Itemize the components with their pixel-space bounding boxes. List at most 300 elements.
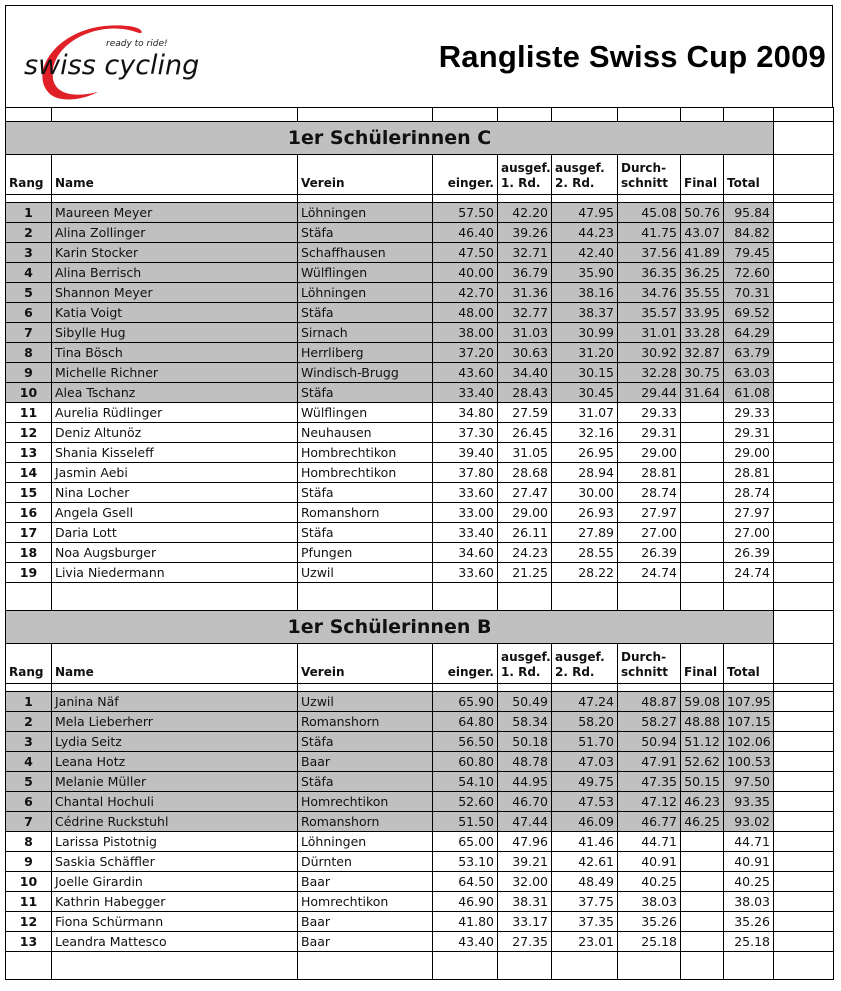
cell-final: 59.08 [681, 692, 724, 712]
cell-total: 35.26 [724, 912, 774, 932]
cell-final [681, 443, 724, 463]
cell-final [681, 503, 724, 523]
empty-cell [774, 155, 834, 195]
cell-name: Shania Kisseleff [52, 443, 298, 463]
cell-total: 107.95 [724, 692, 774, 712]
cell-rd1: 50.49 [498, 692, 552, 712]
cell-rd1: 31.36 [498, 283, 552, 303]
cell-rang: 6 [6, 792, 52, 812]
cell-rd2: 28.22 [552, 563, 618, 583]
empty-cell [52, 684, 298, 692]
ranking-table [5, 107, 834, 980]
cell-rd1: 26.45 [498, 423, 552, 443]
column-header-line2: 2. Rd. [555, 176, 595, 190]
table-row [6, 423, 834, 443]
empty-cell [774, 611, 834, 644]
cell-verein: Stäfa [298, 223, 433, 243]
cell-verein: Baar [298, 912, 433, 932]
cell-verein: Baar [298, 932, 433, 952]
cell-einger: 43.40 [433, 932, 498, 952]
cell-einger: 65.00 [433, 832, 498, 852]
cell-rang: 9 [6, 852, 52, 872]
cell-total: 102.06 [724, 732, 774, 752]
cell-verein: Baar [298, 872, 433, 892]
cell-name: Noa Augsburger [52, 543, 298, 563]
table-row [6, 932, 834, 952]
cell-avg: 25.18 [618, 932, 681, 952]
cell-rang: 8 [6, 832, 52, 852]
cell-rd2: 30.99 [552, 323, 618, 343]
cell-rang: 2 [6, 712, 52, 732]
column-header-final: Final [681, 155, 724, 195]
cell-rd2: 47.53 [552, 792, 618, 812]
cell-final: 33.28 [681, 323, 724, 343]
cell-einger: 47.50 [433, 243, 498, 263]
empty-cell [774, 523, 834, 543]
cell-avg: 35.57 [618, 303, 681, 323]
cell-final [681, 543, 724, 563]
empty-cell [724, 952, 774, 980]
cell-verein: Romanshorn [298, 812, 433, 832]
empty-cell [52, 195, 298, 203]
cell-final: 35.55 [681, 283, 724, 303]
cell-avg: 47.12 [618, 792, 681, 812]
cell-final [681, 403, 724, 423]
cell-rd1: 50.18 [498, 732, 552, 752]
column-header-line1: Durch- [621, 161, 667, 175]
table-row [6, 912, 834, 932]
column-header-line1: ausgef. [501, 161, 551, 175]
cell-total: 72.60 [724, 263, 774, 283]
table-row [6, 892, 834, 912]
column-header-row [6, 155, 834, 195]
cell-rd1: 24.23 [498, 543, 552, 563]
column-header-total: Total [724, 644, 774, 684]
table-row [6, 263, 834, 283]
table-row [6, 443, 834, 463]
empty-cell [774, 692, 834, 712]
cell-rang: 6 [6, 303, 52, 323]
empty-cell [774, 583, 834, 611]
column-header-verein: Verein [298, 155, 433, 195]
cell-final: 52.62 [681, 752, 724, 772]
cell-rd1: 36.79 [498, 263, 552, 283]
cell-avg: 32.28 [618, 363, 681, 383]
cell-rd1: 48.78 [498, 752, 552, 772]
cell-einger: 46.40 [433, 223, 498, 243]
cell-rd1: 33.17 [498, 912, 552, 932]
cell-final: 30.75 [681, 363, 724, 383]
cell-verein: Hombrechtikon [298, 463, 433, 483]
cell-rd1: 28.43 [498, 383, 552, 403]
column-header-line2: schnitt [621, 176, 668, 190]
cell-total: 93.02 [724, 812, 774, 832]
cell-verein: Romanshorn [298, 712, 433, 732]
table-row [6, 712, 834, 732]
table-row [6, 772, 834, 792]
cell-rd2: 31.07 [552, 403, 618, 423]
cell-total: 29.31 [724, 423, 774, 443]
table-row [6, 523, 834, 543]
cell-rang: 15 [6, 483, 52, 503]
section-title: 1er Schülerinnen C [6, 122, 774, 155]
table-row [6, 463, 834, 483]
cell-rd2: 38.37 [552, 303, 618, 323]
cell-rang: 17 [6, 523, 52, 543]
cell-final: 43.07 [681, 223, 724, 243]
empty-cell [774, 343, 834, 363]
results-sheet [5, 5, 833, 980]
cell-final [681, 423, 724, 443]
empty-cell [774, 952, 834, 980]
empty-cell [774, 243, 834, 263]
empty-cell [681, 583, 724, 611]
cell-einger: 56.50 [433, 732, 498, 752]
cell-total: 38.03 [724, 892, 774, 912]
cell-verein: Uzwil [298, 563, 433, 583]
empty-cell [681, 684, 724, 692]
cell-einger: 60.80 [433, 752, 498, 772]
cell-verein: Herrliberg [298, 343, 433, 363]
empty-cell [774, 932, 834, 952]
empty-cell [552, 108, 618, 122]
cell-total: 40.91 [724, 852, 774, 872]
cell-rd2: 47.24 [552, 692, 618, 712]
table-row [6, 792, 834, 812]
cell-name: Fiona Schürmann [52, 912, 298, 932]
empty-cell [52, 108, 298, 122]
empty-cell [724, 583, 774, 611]
empty-cell [6, 684, 52, 692]
cell-rd2: 37.75 [552, 892, 618, 912]
cell-rang: 3 [6, 243, 52, 263]
column-header-name: Name [52, 155, 298, 195]
cell-einger: 43.60 [433, 363, 498, 383]
cell-einger: 33.40 [433, 383, 498, 403]
table-row [6, 692, 834, 712]
cell-name: Sibylle Hug [52, 323, 298, 343]
empty-cell [774, 195, 834, 203]
cell-final [681, 463, 724, 483]
cell-final: 46.23 [681, 792, 724, 812]
cell-name: Michelle Richner [52, 363, 298, 383]
empty-cell [298, 108, 433, 122]
cell-name: Deniz Altunöz [52, 423, 298, 443]
cell-einger: 42.70 [433, 283, 498, 303]
column-header-einger: einger. [433, 155, 498, 195]
column-header-line1: ausgef. [555, 650, 605, 664]
cell-name: Lydia Seitz [52, 732, 298, 752]
table-row [6, 243, 834, 263]
empty-cell [774, 263, 834, 283]
cell-einger: 51.50 [433, 812, 498, 832]
cell-rang: 10 [6, 872, 52, 892]
empty-cell [724, 108, 774, 122]
column-header-rd2 [552, 644, 618, 684]
cell-name: Livia Niedermann [52, 563, 298, 583]
column-header-rang: Rang [6, 644, 52, 684]
empty-cell [774, 383, 834, 403]
empty-cell [774, 684, 834, 692]
cell-avg: 29.44 [618, 383, 681, 403]
cell-verein: Homrechtikon [298, 792, 433, 812]
table-row [6, 403, 834, 423]
cell-rang: 14 [6, 463, 52, 483]
cell-rd2: 35.90 [552, 263, 618, 283]
cell-verein: Stäfa [298, 383, 433, 403]
cell-name: Cédrine Ruckstuhl [52, 812, 298, 832]
cell-rd2: 28.94 [552, 463, 618, 483]
cell-rang: 1 [6, 203, 52, 223]
cell-rang: 7 [6, 812, 52, 832]
cell-final: 41.89 [681, 243, 724, 263]
table-row [6, 832, 834, 852]
column-header-einger: einger. [433, 644, 498, 684]
cell-rang: 12 [6, 912, 52, 932]
cell-rd2: 28.55 [552, 543, 618, 563]
section-title-row [6, 611, 834, 644]
cell-rd1: 30.63 [498, 343, 552, 363]
cell-name: Leana Hotz [52, 752, 298, 772]
cell-einger: 46.90 [433, 892, 498, 912]
column-header-rd1 [498, 644, 552, 684]
table-row [6, 203, 834, 223]
table-row [6, 283, 834, 303]
cell-verein: Stäfa [298, 732, 433, 752]
cell-rd2: 47.95 [552, 203, 618, 223]
empty-cell [774, 872, 834, 892]
empty-cell [6, 108, 52, 122]
cell-final: 51.12 [681, 732, 724, 752]
cell-name: Shannon Meyer [52, 283, 298, 303]
cell-total: 29.33 [724, 403, 774, 423]
cell-name: Kathrin Habegger [52, 892, 298, 912]
cell-name: Leandra Mattesco [52, 932, 298, 952]
table-row [6, 503, 834, 523]
cell-rd1: 21.25 [498, 563, 552, 583]
cell-einger: 34.80 [433, 403, 498, 423]
column-header-row [6, 644, 834, 684]
cell-verein: Wülflingen [298, 263, 433, 283]
column-header-final: Final [681, 644, 724, 684]
column-header-name: Name [52, 644, 298, 684]
cell-einger: 33.60 [433, 483, 498, 503]
cell-rd1: 27.47 [498, 483, 552, 503]
cell-verein: Sirnach [298, 323, 433, 343]
cell-verein: Neuhausen [298, 423, 433, 443]
page-title: Rangliste Swiss Cup 2009 [438, 39, 826, 74]
cell-rd1: 31.03 [498, 323, 552, 343]
cell-final [681, 563, 724, 583]
column-header-line2: 1. Rd. [501, 176, 541, 190]
cell-einger: 41.80 [433, 912, 498, 932]
cell-avg: 45.08 [618, 203, 681, 223]
cell-rd1: 39.26 [498, 223, 552, 243]
cell-rang: 3 [6, 732, 52, 752]
cell-einger: 52.60 [433, 792, 498, 812]
empty-cell [498, 195, 552, 203]
cell-einger: 64.50 [433, 872, 498, 892]
empty-cell [774, 483, 834, 503]
cell-rd1: 27.35 [498, 932, 552, 952]
cell-final [681, 483, 724, 503]
empty-cell [774, 644, 834, 684]
cell-rd2: 32.16 [552, 423, 618, 443]
cell-total: 64.29 [724, 323, 774, 343]
table-row [6, 852, 834, 872]
cell-rang: 13 [6, 443, 52, 463]
cell-rd2: 23.01 [552, 932, 618, 952]
cell-total: 70.31 [724, 283, 774, 303]
cell-total: 27.97 [724, 503, 774, 523]
empty-cell [433, 684, 498, 692]
empty-cell [498, 583, 552, 611]
cell-name: Tina Bösch [52, 343, 298, 363]
empty-cell [618, 952, 681, 980]
empty-cell [774, 772, 834, 792]
cell-verein: Uzwil [298, 692, 433, 712]
cell-total: 44.71 [724, 832, 774, 852]
empty-cell [52, 952, 298, 980]
empty-cell [498, 108, 552, 122]
column-header-line1: ausgef. [501, 650, 551, 664]
cell-total: 63.79 [724, 343, 774, 363]
cell-name: Aurelia Rüdlinger [52, 403, 298, 423]
cell-avg: 29.31 [618, 423, 681, 443]
cell-total: 26.39 [724, 543, 774, 563]
empty-cell [681, 195, 724, 203]
cell-name: Maureen Meyer [52, 203, 298, 223]
cell-einger: 37.80 [433, 463, 498, 483]
cell-rd1: 44.95 [498, 772, 552, 792]
cell-name: Alea Tschanz [52, 383, 298, 403]
logo-brand-text: swiss cycling [24, 50, 200, 81]
empty-cell [6, 583, 52, 611]
spacer-row [6, 952, 834, 980]
cell-rd1: 27.59 [498, 403, 552, 423]
cell-einger: 34.60 [433, 543, 498, 563]
cell-rd1: 34.40 [498, 363, 552, 383]
cell-final: 32.87 [681, 343, 724, 363]
cell-total: 95.84 [724, 203, 774, 223]
cell-total: 107.15 [724, 712, 774, 732]
cell-avg: 34.76 [618, 283, 681, 303]
empty-cell [433, 108, 498, 122]
cell-total: 28.74 [724, 483, 774, 503]
empty-cell [774, 363, 834, 383]
empty-cell [774, 852, 834, 872]
empty-cell [552, 952, 618, 980]
column-header-avg [618, 644, 681, 684]
table-row [6, 363, 834, 383]
cell-rd1: 38.31 [498, 892, 552, 912]
cell-final [681, 912, 724, 932]
cell-name: Larissa Pistotnig [52, 832, 298, 852]
empty-cell [618, 583, 681, 611]
cell-rd2: 47.03 [552, 752, 618, 772]
cell-rd2: 27.89 [552, 523, 618, 543]
cell-rd1: 47.96 [498, 832, 552, 852]
cell-rang: 4 [6, 263, 52, 283]
cell-total: 28.81 [724, 463, 774, 483]
cell-rang: 2 [6, 223, 52, 243]
column-header-line1: Durch- [621, 650, 667, 664]
empty-cell [724, 684, 774, 692]
cell-verein: Homrechtikon [298, 892, 433, 912]
spacer-row [6, 108, 834, 122]
empty-cell [774, 203, 834, 223]
cell-rd1: 58.34 [498, 712, 552, 732]
cell-verein: Stäfa [298, 772, 433, 792]
cell-einger: 53.10 [433, 852, 498, 872]
cell-einger: 33.40 [433, 523, 498, 543]
cell-final [681, 872, 724, 892]
empty-cell [433, 195, 498, 203]
cell-rd2: 44.23 [552, 223, 618, 243]
cell-name: Melanie Müller [52, 772, 298, 792]
cell-total: 29.00 [724, 443, 774, 463]
cell-rd1: 39.21 [498, 852, 552, 872]
cell-rd2: 30.00 [552, 483, 618, 503]
cell-rang: 7 [6, 323, 52, 343]
cell-einger: 65.90 [433, 692, 498, 712]
empty-cell [52, 583, 298, 611]
empty-cell [618, 195, 681, 203]
cell-avg: 24.74 [618, 563, 681, 583]
empty-cell [433, 583, 498, 611]
empty-cell [298, 952, 433, 980]
cell-verein: Schaffhausen [298, 243, 433, 263]
table-row [6, 323, 834, 343]
cell-rd2: 31.20 [552, 343, 618, 363]
spacer-row [6, 583, 834, 611]
cell-rd1: 29.00 [498, 503, 552, 523]
cell-rd1: 32.71 [498, 243, 552, 263]
cell-rang: 10 [6, 383, 52, 403]
empty-cell [774, 122, 834, 155]
cell-rd2: 46.09 [552, 812, 618, 832]
table-row [6, 543, 834, 563]
empty-cell [774, 543, 834, 563]
section-title: 1er Schülerinnen B [6, 611, 774, 644]
cell-verein: Löhningen [298, 832, 433, 852]
column-header-rd1 [498, 155, 552, 195]
logo-swoosh-icon [18, 14, 208, 106]
empty-cell [774, 732, 834, 752]
cell-verein: Wülflingen [298, 403, 433, 423]
cell-name: Katia Voigt [52, 303, 298, 323]
cell-total: 61.08 [724, 383, 774, 403]
cell-avg: 50.94 [618, 732, 681, 752]
column-header-line2: 2. Rd. [555, 665, 595, 679]
cell-rang: 8 [6, 343, 52, 363]
cell-verein: Löhningen [298, 203, 433, 223]
empty-cell [498, 952, 552, 980]
cell-final: 36.25 [681, 263, 724, 283]
table-row [6, 483, 834, 503]
cell-name: Alina Berrisch [52, 263, 298, 283]
cell-verein: Pfungen [298, 543, 433, 563]
empty-cell [774, 463, 834, 483]
empty-cell [774, 303, 834, 323]
cell-final [681, 832, 724, 852]
cell-name: Daria Lott [52, 523, 298, 543]
cell-rd1: 28.68 [498, 463, 552, 483]
cell-rang: 11 [6, 892, 52, 912]
cell-name: Karin Stocker [52, 243, 298, 263]
cell-rd2: 26.93 [552, 503, 618, 523]
cell-rd1: 32.00 [498, 872, 552, 892]
